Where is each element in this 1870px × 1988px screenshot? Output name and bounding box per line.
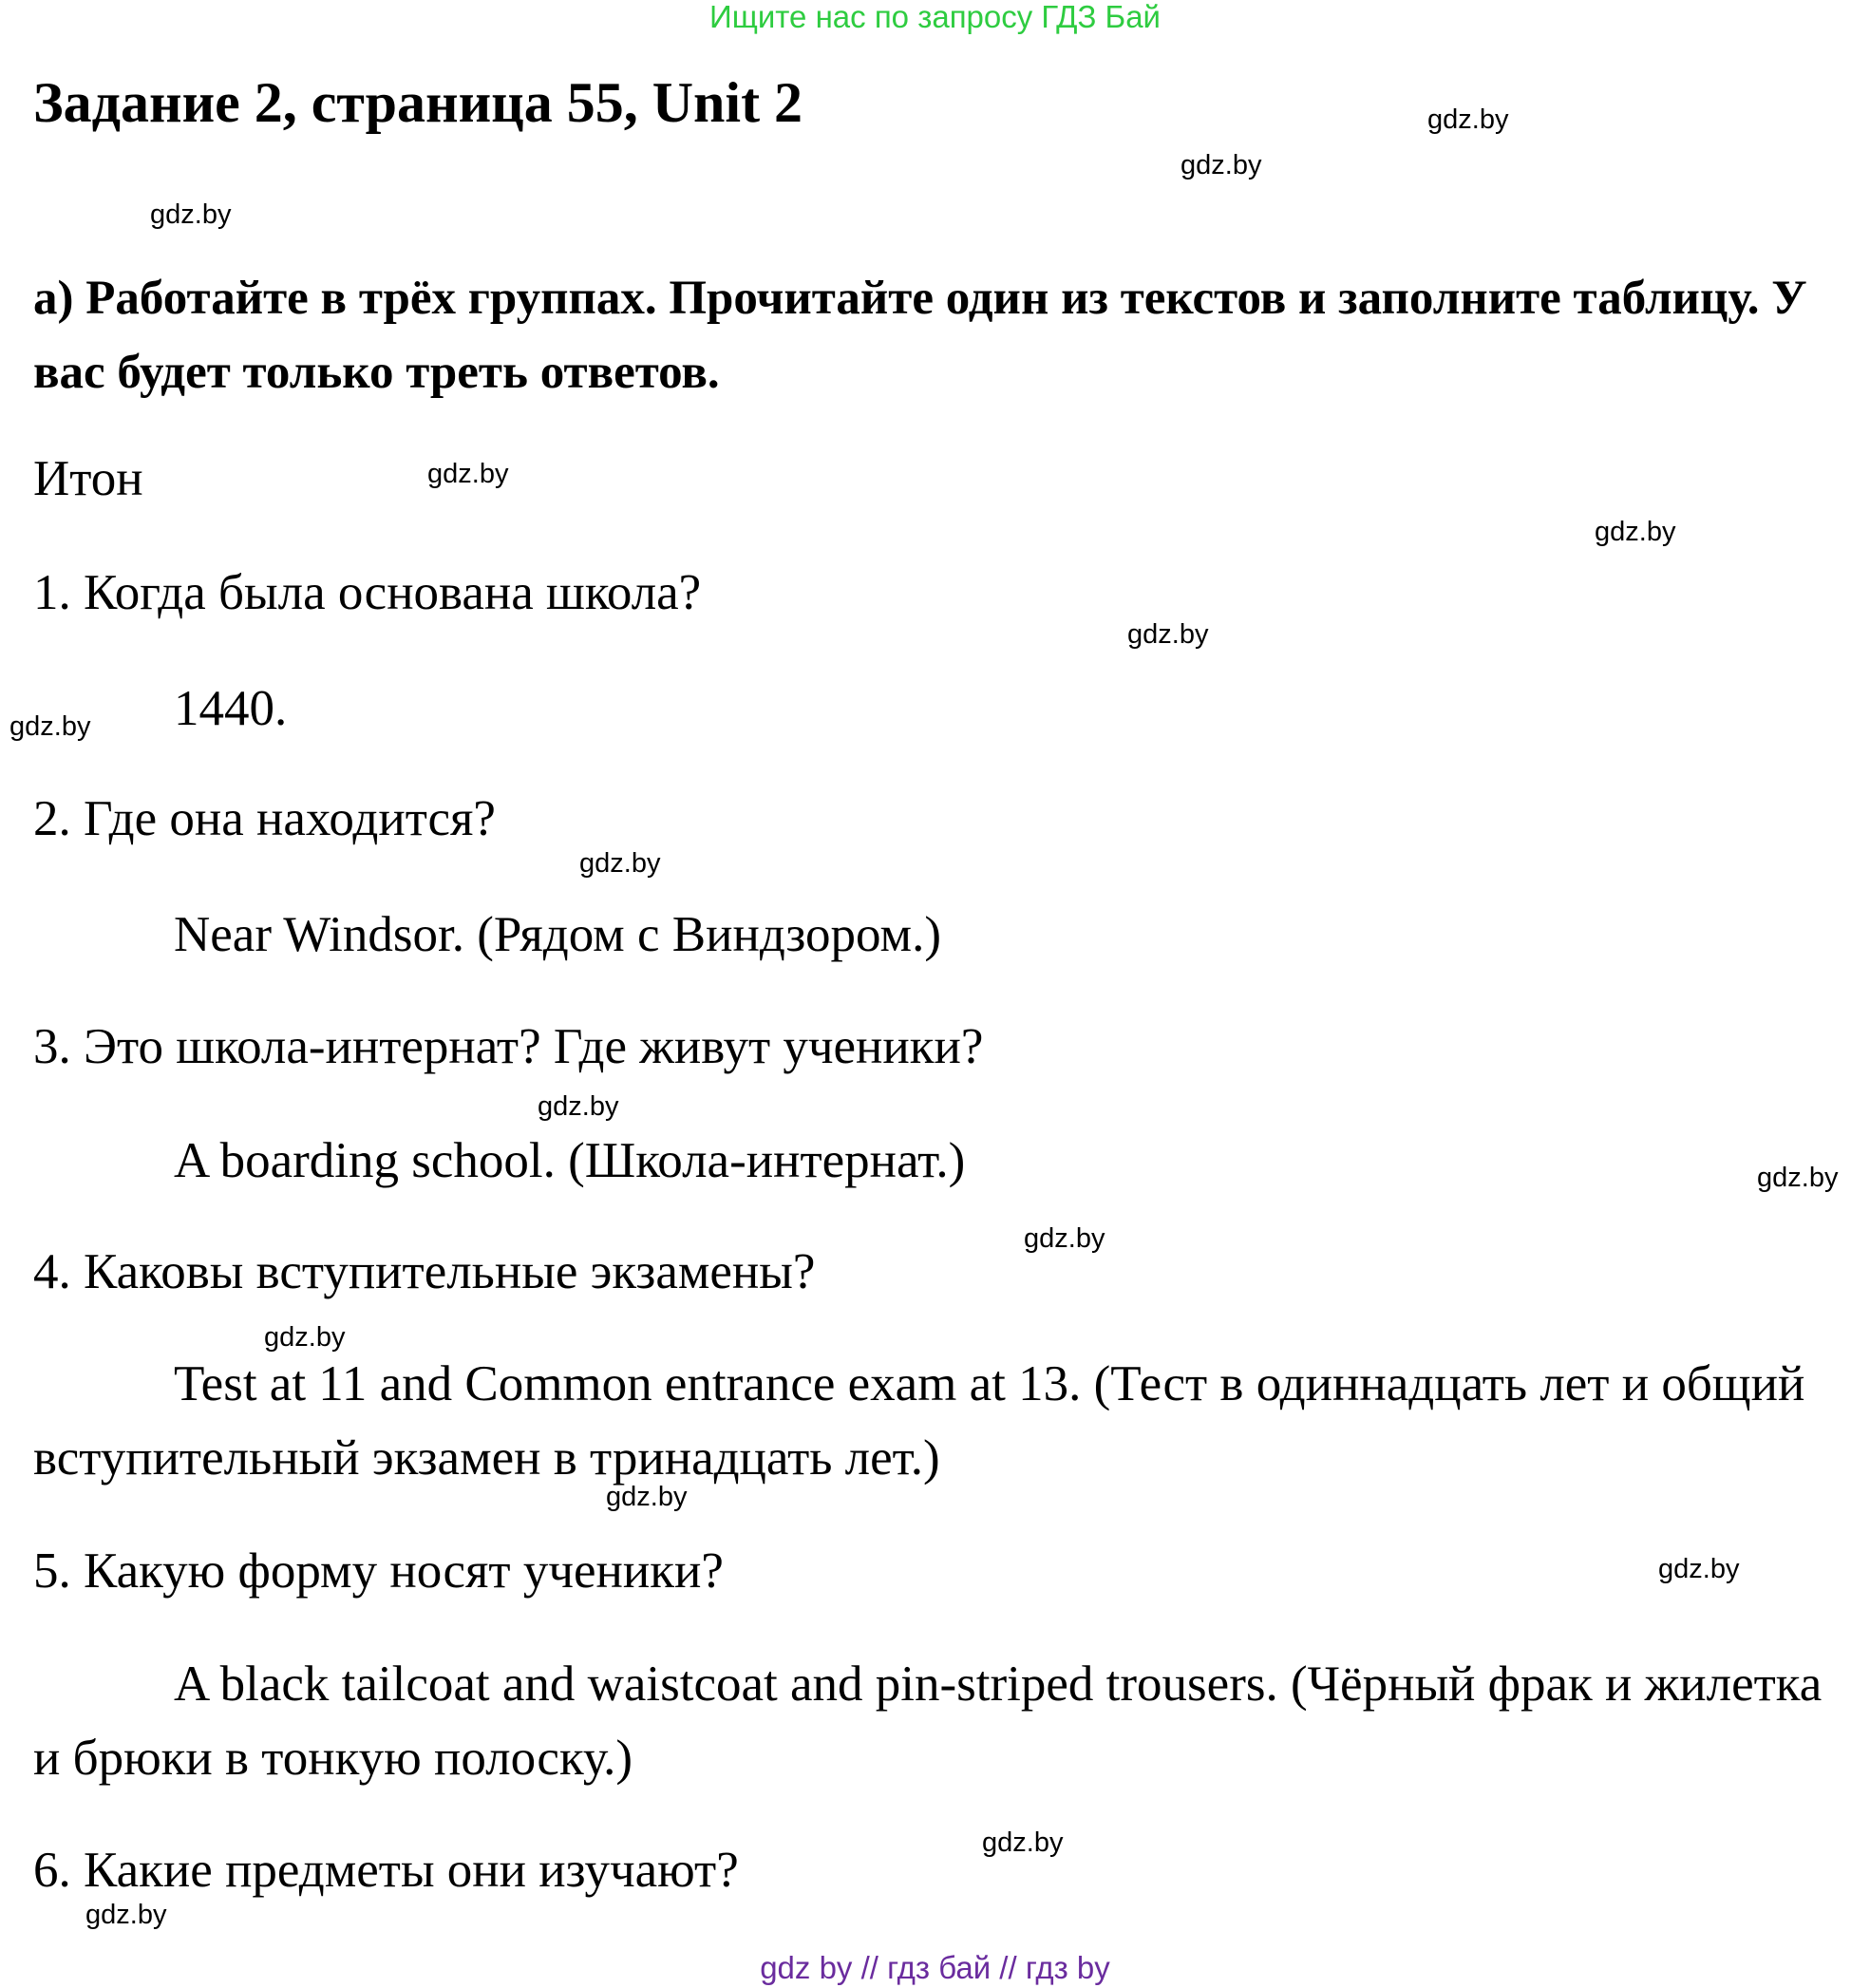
watermark: gdz.by [1595,517,1676,547]
watermark: gdz.by [150,199,232,230]
task-instruction: а) Работайте в трёх группах. Прочитайте один из текстов и заполните таблицу. У вас будет только треть ответов. [33,272,1807,399]
watermark: gdz.by [85,1900,167,1930]
answer-4: Test at 11 and Common entrance exam at 13. (Тест в одиннадцать лет и общий вступительный экзамен в тринадцать лет.) [33,1356,1805,1486]
footer-watermark: gdz by // гдз бай // гдз by [760,1950,1110,1985]
question-2: 2. Где она находится? [33,791,496,846]
page-title: Задание 2, страница 55, Unit 2 [33,71,803,134]
search-banner: Ищите нас по запросу ГДЗ Бай [709,0,1161,34]
watermark: gdz.by [1181,150,1262,180]
watermark: gdz.by [538,1091,619,1122]
answer-1: 1440. [174,681,288,736]
section-title: Итон [33,451,143,506]
question-4: 4. Каковы вступительные экзамены? [33,1244,816,1299]
answer-2: Near Windsor. (Рядом с Виндзором.) [174,907,941,962]
question-1: 1. Когда была основана школа? [33,565,702,620]
watermark: gdz.by [1127,619,1209,650]
answer-3: A boarding school. (Школа-интернат.) [174,1133,966,1188]
question-5: 5. Какую форму носят ученики? [33,1543,724,1599]
watermark: gdz.by [1658,1554,1740,1584]
watermark: gdz.by [579,848,661,879]
watermark: gdz.by [606,1482,688,1512]
watermark: gdz.by [264,1322,346,1353]
watermark: gdz.by [1024,1223,1105,1254]
watermark: gdz.by [9,711,91,742]
watermark: gdz.by [427,459,509,489]
watermark: gdz.by [982,1827,1064,1858]
question-6: 6. Какие предметы они изучают? [33,1843,739,1898]
answer-5: A black tailcoat and waistcoat and pin-striped trousers. (Чёрный фрак и жилетка и брюки в тонкую полоску.) [33,1657,1823,1786]
watermark: gdz.by [1757,1163,1839,1193]
watermark: gdz.by [1427,104,1509,135]
question-3: 3. Это школа-интернат? Где живут ученики? [33,1019,984,1074]
